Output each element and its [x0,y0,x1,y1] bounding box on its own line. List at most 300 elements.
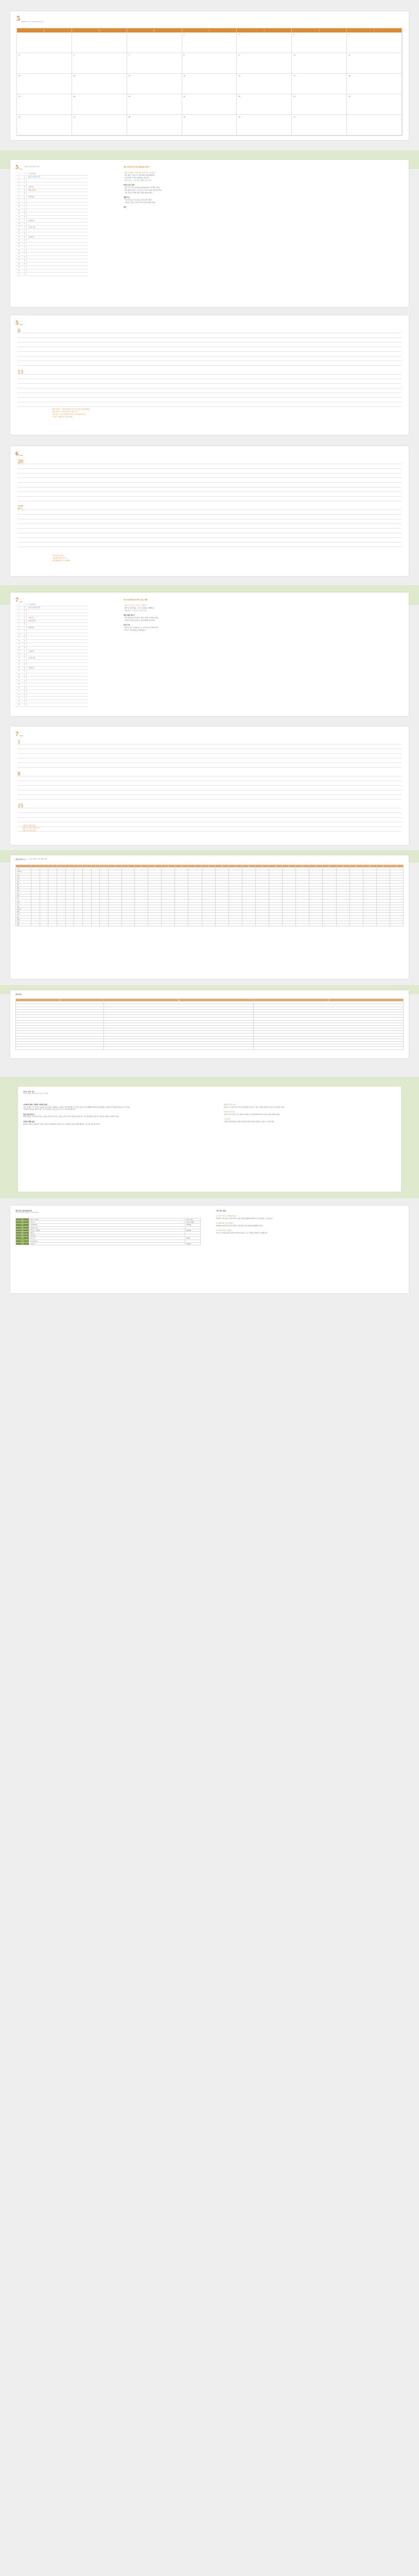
day-number: 14 [18,647,20,649]
week-start-day: 27 [18,504,23,511]
ruled-line [18,538,401,543]
checklist-title: 월간 체크리스트 [15,858,27,860]
diary-label: Diary [20,168,23,170]
day-weekday: 월 [23,189,27,192]
schedule-note: 과학의 달 행사 [185,1221,201,1224]
checklist-cell [40,924,48,926]
ruled-line [18,529,401,533]
weekday-label: 토 [347,28,402,32]
calendar-day-cell: 27 [72,115,127,135]
paragraph: 유해 사이트 차단 프로그램을 설치하고, 자녀와 함께 인터넷 사용 규칙을 정해 보세요. [224,1113,281,1115]
day-number: 18 [18,660,20,662]
paragraph: Q. 방과후 학교 신청은? [216,1229,232,1232]
calendar-day-cell: 14 [127,74,182,94]
note-line: 학부모 참고사항 [124,184,135,186]
calendar-day-cell: 18 [347,74,402,94]
calendar-day-cell: 25 [347,94,402,115]
week-block [18,329,401,366]
calendar-day-cell [127,32,182,53]
ruled-line [18,758,401,763]
schedule-note: 여름방학 [185,1229,201,1231]
day-weekday: 토 [23,182,27,185]
schedule-event: 기말고사 준비 [29,1226,185,1229]
checklist-cell [215,924,229,926]
diary-day-list [15,603,88,707]
calendar-day-cell [347,115,402,135]
ruled-line [18,469,401,473]
day-number: 22 [18,243,20,245]
info-right-column [224,1101,394,1123]
day-number: 28 [18,693,20,696]
day-weekday: 토 [23,660,27,663]
checklist-day-header: 7 [82,865,91,868]
calendar-day-cell: 31 [292,115,347,135]
note-line: · 7월 주요 일정 : 기말고사, 방학식 [124,604,147,606]
day-weekday: 월 [23,690,27,693]
day-weekday: 금 [23,656,27,659]
ruled-line [18,352,401,357]
weekday-label: 화 [127,28,182,32]
day-weekday: 금 [23,703,27,706]
day-weekday: 일 [23,663,27,666]
ruled-line [18,338,401,343]
day-number: 27 [18,260,20,262]
schedule-event: 수학능력시험 [29,1240,185,1242]
day-number: 21 [18,670,20,672]
week-label: Week [20,324,23,326]
info-title: 학부모 필독 정보 [23,1091,34,1093]
checklist-day-header: 13 [148,865,162,868]
day-number: 23 [18,246,20,248]
calendar-day-cell: 24 [292,94,347,115]
info-subtitle: 자녀의 올바른 성장을 위한 가정 내 지도 방법 [23,1093,48,1094]
ruled-line [18,483,401,487]
day-weekday: 목 [23,176,27,179]
diary-day-row [15,273,88,276]
paragraph: 등하교 시 교통 안전 수칙을 반복해서 지도하고, 낯선 사람을 따라가지 않도록 교육해 주세요. [224,1106,285,1108]
day-note: 성년의 날 [28,236,34,239]
day-weekday: 금 [23,226,27,229]
checklist-day-header: 31 [390,865,403,868]
note-line: · 건강 검진 및 예방 접종 일정을 확인하세요. [124,192,153,194]
checklist-cell [162,924,175,926]
schedule-title: 연간 주요 학사일정 안내 [15,1210,32,1212]
day-number: 27 [18,690,20,692]
ruled-line [18,473,401,478]
day-number: 24 [18,249,20,251]
ruled-line [18,505,401,510]
ruled-line [18,827,401,832]
day-number: 17 [18,657,20,659]
day-number: 25 [18,684,20,686]
day-weekday: 토 [23,206,27,209]
note-line: · 아침 식사를 거르지 않도록 지도해 주세요. [124,199,153,201]
calendar-day-cell: 10 [292,53,347,74]
paragraph: 학기 초 가정통신문을 통해 안내되며 원하는 프로그램을 선택하여 신청합니다. [216,1231,268,1234]
week-block [18,460,401,501]
day-note: 대체 공휴일 [28,620,36,622]
week-blocks [18,740,401,836]
checklist-cell [376,924,390,926]
day-weekday: 화 [23,239,27,242]
day-number: 10 [18,633,20,635]
checklist-day-header: 16 [188,865,202,868]
checklist-cell [74,924,83,926]
ruled-line [18,347,401,352]
checklist-cell [296,924,309,926]
week-month: 7 [15,730,19,737]
ruled-line [18,402,401,407]
diary-right-heading: 5월, 가정의 달 건강한 생활습관 만들기 [124,166,150,168]
checklist-day-header: 10 [108,865,121,868]
day-number: 30 [18,700,20,702]
day-number: 30 [18,269,20,272]
weekday-label: 월 [72,28,127,32]
day-number: 11 [18,637,20,639]
note-line: 안전 수칙 [124,624,130,626]
day-number: 5 [19,617,20,619]
week-note: · 여름 독서 목록 준비 [22,829,36,832]
calendar-day-cell: 8 [182,53,237,74]
day-number: 20 [18,667,20,669]
schedule-event: 중간고사 [29,1221,185,1224]
day-weekday: 월 [23,643,27,646]
ruled-line [18,813,401,818]
paragraph: Q. 체험학습 신청 방법은? [216,1222,234,1225]
day-number: 3 [19,610,20,612]
checklist-item-label: 등교 [16,873,31,875]
checklist-cell [309,924,323,926]
week-note: · 학습 목표 : 독서 습관과 자기주도 학습 계획 세우기 [51,413,86,415]
checklist-item-label: 게임 [16,900,31,902]
checklist-item-label: 심부름 [16,908,31,910]
calendar-day-cell: 5 [17,53,72,74]
day-number: 2 [19,606,20,608]
day-note: 어버이날 [28,196,34,198]
ruled-line [18,357,401,361]
day-number: 1 [19,603,20,605]
checklist-cell [122,924,135,926]
calendar-day-cell: 13 [72,74,127,94]
week-month: 6 [15,450,19,457]
note-line: 메모 [124,206,127,208]
note-line: · 하루 일과표를 작성하고 실천 여부를 기록해 보세요. [124,617,159,619]
ruled-line [18,804,401,808]
day-weekday: 수 [23,243,27,246]
checklist-cell [48,924,57,926]
checklist-item-label: 목표 [16,924,31,926]
calendar-day-cell: 16 [237,74,292,94]
ruled-line [18,375,401,379]
day-weekday: 월 [23,259,27,262]
day-weekday: 금 [23,202,27,206]
week-note: · 방학식 및 방학 과제 안내 [22,827,40,829]
day-number: 12 [18,640,20,642]
week-note: · 여름방학 계획 세우기 [51,557,67,559]
ruled-line [18,772,401,776]
memo-title: 월별 메모 [15,993,22,995]
ruled-line [18,398,401,402]
week-sheet-july [10,726,409,845]
calendar-day-cell: 28 [127,115,182,135]
checklist-day-header: 30 [376,865,390,868]
calendar-day-cell [72,32,127,53]
note-line: 생활 지도 [124,196,130,198]
week-block [18,772,401,800]
checklist-item-label: 예습 [16,886,31,889]
day-number: 3 [19,179,20,181]
day-number: 28 [18,263,20,265]
schedule-subtitle: 학교 행사와 방학 일정을 미리 확인하세요. [15,1212,39,1213]
checklist-day-header: 23 [283,865,296,868]
day-weekday: 금 [23,609,27,613]
checklist-cell [91,924,100,926]
day-weekday: 목 [23,223,27,226]
checklist-cell [323,924,336,926]
week-block [18,740,401,768]
checklist-cell [31,924,40,926]
day-number: 21 [18,240,20,242]
day-weekday: 토 [23,229,27,232]
checklist-day-header: 29 [363,865,376,868]
day-number: 23 [18,677,20,679]
schedule-month: 10월 [16,1237,29,1240]
checklist-cell [269,924,283,926]
calendar-day-cell: 23 [237,94,292,115]
calendar-day-cell: 7 [127,53,182,74]
checklist-subtitle: 자녀와 함께하는 월별 생활 점검표 [28,858,47,860]
ruled-line [18,379,401,384]
memo-table [15,998,404,1050]
day-weekday: 화 [23,216,27,219]
day-number: 4 [19,182,20,184]
day-number: 14 [18,216,20,218]
calendar-day-cell: 21 [127,94,182,115]
checklist-table [15,865,404,926]
checklist-cell [363,924,376,926]
paragraph: 매일 일정한 시간에 공부하는 습관을 들이면 자기주도 학습 능력이 자연스럽게 길러집니다. 공부할 환경을 조용하고 정돈된 상태로 유지해 주세요. [23,1115,119,1118]
week-notes [22,824,39,832]
schedule-event: 중간고사 [29,1237,185,1240]
checklist-cell [135,924,148,926]
checklist-cell [336,924,350,926]
day-number: 11 [18,206,20,208]
checklist-day-header: 18 [215,865,229,868]
day-number: 8 [19,626,20,629]
week-note: · 기말고사 대비 복습 [22,824,36,826]
memo-cell [104,1047,254,1049]
day-note: 중간고사 준비 기간 [28,606,41,609]
schedule-note: 학예회 [185,1237,201,1240]
checklist-sheet [10,855,409,979]
week-block [18,804,401,832]
day-note: 근로자의 날 [28,603,36,605]
day-note: 스승의 날 [28,219,34,222]
memo-col-header: 비고 [254,999,404,1002]
paragraph: 충분한 수면과 균형 잡힌 식사는 학습 능력 향상의 기본입니다. 규칙적인 운동을 통해 체력을 기르도록 지도해 주세요. [23,1123,101,1125]
memo-sheet [10,990,409,1058]
faq-title: 자주 묻는 질문 [216,1210,226,1212]
schedule-month: 12월 [16,1242,29,1245]
weekday-label: 일 [17,28,72,32]
day-number: 9 [19,199,20,201]
paragraph: 자녀와의 대화, 이렇게 시작해 보세요 [23,1104,48,1106]
day-weekday: 일 [23,687,27,690]
day-weekday: 수 [23,673,27,676]
ruled-line [18,795,401,800]
day-weekday: 화 [23,670,27,673]
day-number: 13 [18,643,20,646]
paragraph: 진로 탐색 [224,1118,231,1121]
day-note: 어버이날 [28,626,34,629]
schedule-event: 기말고사 · 방학식 [29,1229,185,1231]
day-number: 6 [19,620,20,622]
day-number: 26 [18,687,20,689]
week-note: · 5월 첫째 주 : 가정의 달 행사 준비 및 어린이날 체험 활동 [51,408,90,410]
week-sheet-may [10,315,409,435]
info-box [18,1086,401,1192]
memo-row [16,1047,404,1049]
week-label: Week [20,454,23,456]
checklist-day-header: 24 [296,865,309,868]
day-weekday: 일 [23,256,27,259]
day-note: 대체 공휴일 [28,189,36,192]
week-start-day: 15 [18,803,23,809]
ruled-line [18,329,401,333]
paragraph: 인터넷 사용 지도 [224,1111,235,1113]
checklist-item-label: 청소 [16,905,31,907]
calendar-day-cell: 15 [182,74,237,94]
diary-month: 5 [15,163,19,171]
day-weekday: 목 [23,653,27,656]
ruled-line [18,478,401,483]
day-number: 10 [18,202,20,205]
calendar-day-cell: 26 [17,115,72,135]
diary-right-notes [124,604,401,632]
checklist-day-header: 5 [65,865,74,868]
day-number: 2 [19,176,20,178]
checklist-day-header: 3 [48,865,57,868]
day-number: 13 [18,213,20,215]
ruled-line [18,754,401,758]
diary-day-row [15,700,88,707]
ruled-line [18,388,401,393]
ruled-line [18,781,401,786]
faq-list [216,1215,401,1234]
day-number: 15 [18,219,20,222]
checklist-day-header: 19 [229,865,242,868]
day-number: 19 [18,233,20,235]
checklist-day-header: 9 [100,865,109,868]
memo-cell [16,1047,104,1049]
paragraph: 체험학습 예정일 일주일 전까지 신청서를 담임 선생님께 제출해 주세요. [216,1224,264,1227]
calendar-sheet [10,11,409,140]
ruled-line [18,790,401,795]
paragraph: Q. 결석 처리는 어떻게 되나요? [216,1215,237,1217]
ruled-line [18,464,401,469]
day-weekday: 일 [23,616,27,619]
schedule-event: 개학식 [29,1231,185,1234]
checklist-day-header: 17 [202,865,215,868]
note-line: 방학 계획 세우기 [124,614,135,616]
calendar-grid [17,32,402,135]
paragraph: 하루 중 짧은 시간이라도 자녀와 눈을 맞추고 대화하는 습관은 정서 발달에 큰 도움이 됩니다. 학교생활에 대해 질문할 때에는 결과보다 과정에 관심을 보여 주세요. [23,1106,131,1108]
checklist-cell [188,924,202,926]
schedule-row [16,1242,201,1245]
day-weekday: 수 [23,626,27,630]
day-number: 7 [19,623,20,625]
day-weekday: 수 [23,266,27,269]
day-number: 29 [18,697,20,699]
checklist-item-label: 간식 [16,902,31,905]
day-weekday: 일 [23,232,27,235]
schedule-note: 체육대회 [185,1224,201,1226]
note-line: · 야외 활동이 많은 시기이므로 안전 교육을 강조해 주세요. [124,189,163,191]
checklist-day-header: 15 [175,865,188,868]
paragraph: 학습 습관 만들기 [23,1113,34,1115]
calendar-day-cell: 6 [72,53,127,74]
calendar-day-cell: 19 [17,94,72,115]
note-line: · 가정 연계 : 가족과 함께하는 봄나들이 [124,177,150,179]
weekday-label: 금 [292,28,347,32]
calendar-subtitle: 2013.05 · 초·중·고 학사일정 관리 달력 [22,21,43,23]
note-line: · 방학 중 권장 활동 : 독서, 봉사활동, 체험학습 [124,607,154,609]
checklist-day-header: 14 [162,865,175,868]
ruled-line [18,384,401,388]
ruled-line [18,487,401,492]
paragraph: 생활 속 안전 교육 [224,1104,236,1106]
note-line: · 5월 주요 행사 : 어린이날, 어버이날, 스승의 날 [124,172,155,174]
day-weekday: 목 [23,269,27,273]
day-number: 9 [19,630,20,632]
diary-heading: 5월 학사일정 및 행사 안내 [25,166,40,167]
ruled-line [18,740,401,744]
week-blocks [18,460,401,551]
calendar-day-cell: 17 [292,74,347,94]
checklist-item-label: 독서 [16,878,31,880]
checklist-day-header: 12 [135,865,148,868]
checklist-item-label: 아침식사 [16,870,31,873]
ruled-line [18,515,401,519]
week-start-day: 1 [18,739,21,745]
checklist-item-label: 숙제 [16,875,31,878]
day-weekday: 화 [23,693,27,697]
day-note: 성년의 날 [28,667,34,669]
day-weekday: 수 [23,219,27,222]
weekday-label: 수 [182,28,237,32]
schedule-month: 5월 [16,1224,29,1226]
calendar-weekday-header [17,28,402,32]
week-block [18,370,401,407]
day-weekday: 금 [23,249,27,252]
calendar-day-cell: 11 [347,53,402,74]
checklist-cell [283,924,296,926]
checklist-item-label: 정리 [16,889,31,891]
memo-col-header: 내용 [104,999,254,1002]
schedule-note: 학부모 총회 [185,1218,201,1221]
day-number: 15 [18,650,20,652]
day-number: 8 [19,196,20,198]
calendar-day-cell: 1 [182,32,237,53]
checklist-day-header: 21 [255,865,269,868]
day-weekday: 금 [23,633,27,636]
note-line: · 폭염 시 야외 활동을 자제하세요. [124,629,146,631]
day-weekday: 화 [23,263,27,266]
checklist-cell [65,924,74,926]
checklist-day-header: 22 [269,865,283,868]
day-number: 31 [18,273,20,275]
day-number: 22 [18,673,20,675]
